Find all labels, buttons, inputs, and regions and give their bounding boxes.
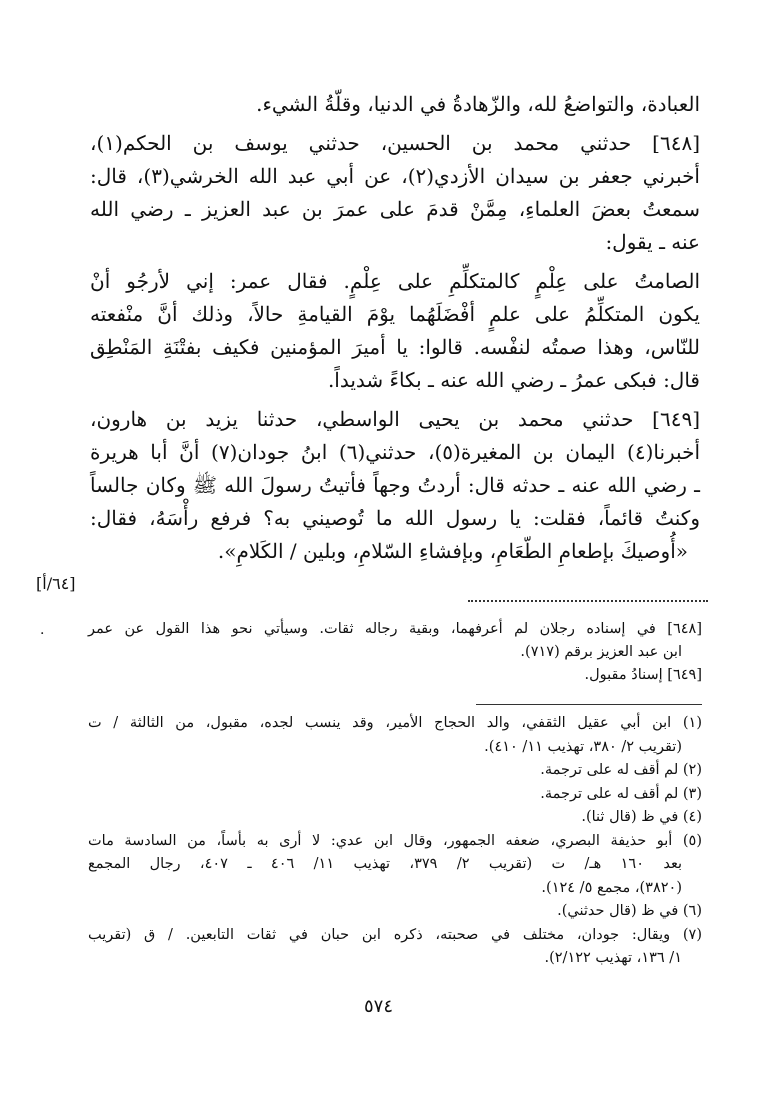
text-line: ـ رضي الله عنه ـ حدثه قال: أردتُ وجهاً فأتيتُ رسولَ الله ﷺ وكان جالساً [90, 473, 700, 497]
text-line: وكنتُ قائماً، فقلت: يا رسول الله ما تُوصيني به؟ فرفع رأْسَهُ، فقال: [90, 506, 700, 530]
grading-notes [88, 618, 702, 687]
text-line: للنّاس، وهذا صمتُه لنفْسه. قالوا: يا أميرَ المؤمنين فكيف بفتْنَةِ المَنْطِق [90, 335, 700, 359]
text-line: أخبرني جعفر بن سيدان الأزدي(٢)، عن أبي عبد الله الخرشي(٣)، قال: [90, 164, 700, 188]
text-line: عنه ـ يقول: [605, 230, 700, 254]
footnote-line: ١/ ١٣٦، تهذيب ٢/١٢٢). [544, 950, 682, 966]
dotted-separator [468, 600, 708, 602]
hadith-quote: «أُوصيكَ بإطعامِ الطّعَامِ، وبإفشاءِ السّلامِ، وبلين / الكَلامِ». [217, 539, 688, 563]
footnote-line: (٣٨٢٠)، مجمع ٥/ ١٢٤). [541, 879, 682, 896]
page-number: ٥٧٤ [363, 996, 393, 1017]
text-line: العبادة، والتواضعُ لله، والزّهادةُ في الدنيا، وقلّةُ الشيء. [256, 92, 700, 116]
margin-folio-reference: [٦٤/أ] [36, 574, 76, 593]
text-line: قال: فبكى عمرُ ـ رضي الله عنه ـ بكاءً شديداً. [327, 368, 700, 392]
footnote-line: (٢) لم أقف له على ترجمة. [540, 762, 702, 778]
note-line: ابن عبد العزيز برقم (٧١٧). [520, 644, 682, 660]
text-line: سمعتُ بعضَ العلماءِ، مِمَّنْ قدمَ على عمرَ بن عبد العزيز ـ رضي الله [90, 197, 700, 221]
main-text [90, 88, 700, 568]
text-line: يكون المتكلِّمُ على علمٍ أفْضَلَهُما يوْمَ القيامةِ حالاً، وذلك أنَّ منْفعته [90, 302, 700, 326]
text-line: أخبرنا(٤) اليمان بن المغيرة(٥)، حدثني(٦) ابنُ جودان(٧) أنَّ أبا هريرة [90, 440, 701, 464]
text-line: الصامتُ على عِلْمٍ كالمتكلِّمِ على عِلْمٍ. فقال عمر: إني لأرجُو أنْ [90, 269, 700, 293]
footnote-line: بعد ١٦٠ هـ/ ت (تقريب ٢/ ٣٧٩، تهذيب ١١/ ٤٠٦ ـ ٤٠٧، رجال المجمع [88, 856, 682, 872]
footnote-line: (٤) في ظ (قال ثنا). [581, 809, 702, 825]
footnote-line: (٧) ويقال: جودان، مختلف في صحبته، ذكره ابن حبان في ثقات التابعين. / ق (تقريب [88, 926, 702, 943]
note-line: [٦٤٨] في إسناده رجلان لم أعرفهما، وبقية رجاله ثقات. وسيأتي نحو هذا القول عن عمر [88, 621, 702, 637]
footnote-line: (٣) لم أقف له على ترجمة. [540, 785, 702, 802]
footnotes [88, 712, 702, 971]
stray-mark: · [40, 626, 45, 642]
footnote-line: (٥) أبو حذيفة البصري، ضعفه الجمهور، وقال ابن عدي: لا أرى به بأساً، من السادسة مات [88, 832, 702, 849]
footnote-line: (تقريب ٢/ ٣٨٠، تهذيب ١١/ ٤١٠). [484, 738, 682, 755]
footnote-line: (٦) في ظ (قال حدثني). [557, 903, 702, 919]
footnote-line: (١) ابن أبي عقيل الثقفي، والد الحجاج الأمير، وقد ينسب لجده، مقبول، من الثالثة / ت [88, 715, 702, 731]
hadith-648-heading: [٦٤٨] حدثني محمد بن الحسين، حدثني يوسف بن الحكم(١)، [90, 131, 700, 155]
hadith-649-heading: [٦٤٩] حدثني محمد بن يحيى الواسطي، حدثنا يزيد بن هارون، [90, 407, 700, 431]
note-line: [٦٤٩] إسنادُ مقبول. [584, 667, 702, 683]
footnote-rule [476, 704, 702, 705]
